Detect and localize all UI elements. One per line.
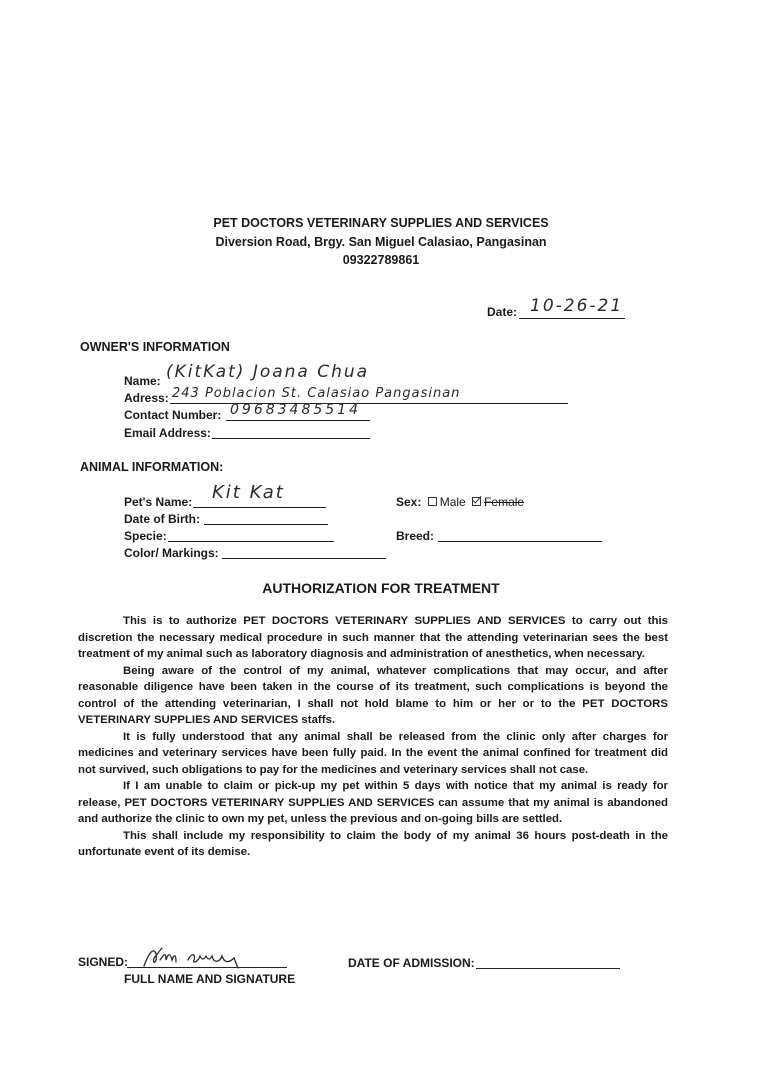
owner-name-value[interactable]: (KitKat) Joana Chua	[166, 362, 370, 382]
authorization-paragraph: If I am unable to claim or pick-up my pet within 5 days with notice that my animal is ready for release, PET DOCTORS VETERINARY SUPPLIES AND SERVICES can assume that my animal is abandoned and authorize the clinic to own my pet, unless the previous and on-going bills are settled.	[78, 780, 668, 825]
sex-field	[396, 495, 524, 509]
owner-name-label: Name:	[124, 374, 161, 388]
owner-section-title: OWNER'S INFORMATION	[80, 340, 230, 354]
contact-number-line	[226, 420, 370, 421]
date-of-birth-line[interactable]	[204, 524, 328, 525]
specie-label: Specie:	[124, 529, 167, 543]
date-line	[519, 318, 625, 319]
breed-label: Breed:	[396, 529, 435, 543]
date-value[interactable]: 10-26-21	[530, 296, 624, 316]
clinic-name: PET DOCTORS VETERINARY SUPPLIES AND SERVICES	[213, 216, 549, 230]
animal-section-title: ANIMAL INFORMATION:	[80, 460, 224, 474]
authorization-title: AUTHORIZATION FOR TREATMENT	[262, 580, 500, 596]
authorization-paragraph: This shall include my responsibility to claim the body of my animal 36 hours post-death in the unfortunate event of its demise.	[78, 829, 668, 858]
authorization-paragraph: It is fully understood that any animal shall be released from the clinic only after charges for medicines and veterinary services have been fully paid. In the event the animal confined for treatment did not survived, such obligations to pay for the medicines and veterinary services shall not case.	[78, 730, 668, 776]
full-name-signature-caption: FULL NAME AND SIGNATURE	[124, 972, 296, 986]
clinic-phone: 09322789861	[342, 253, 420, 267]
breed-line[interactable]	[438, 541, 602, 542]
color-markings-line[interactable]	[222, 558, 386, 559]
authorization-paragraph: Being aware of the control of my animal, whatever complications that may occur, and after reasonable diligence have been taken in the course of its treatment, such complications is beyond the control of the attending veterinarian, I shall not hold blame to him or her or to the PET DOCTORS VETERINARY SUPPLIES AND SERVICES staffs.	[78, 664, 668, 726]
contact-number-label: Contact Number:	[124, 408, 222, 422]
authorization-paragraph: This is to authorize PET DOCTORS VETERINARY SUPPLIES AND SERVICES to carry out this discretion the necessary medical procedure in such manner that the attending veterinarian sees the best treatment of my animal such as laboratory diagnosis and administration of anesthetics, when necessary.	[78, 615, 668, 660]
female-checkbox[interactable]	[472, 497, 481, 506]
contact-number-value[interactable]: 09683485514	[230, 402, 361, 418]
date-of-birth-label: Date of Birth:	[124, 512, 200, 526]
owner-address-label: Adress:	[124, 391, 169, 405]
pet-name-value[interactable]: Kit Kat	[212, 482, 285, 503]
handwritten-signature	[140, 944, 250, 970]
male-checkbox[interactable]	[428, 497, 437, 506]
email-address-label: Email Address:	[124, 426, 211, 440]
date-label: Date:	[487, 305, 518, 319]
clinic-address: Diversion Road, Brgy. San Miguel Calasiao, Pangasinan	[215, 235, 547, 249]
date-of-admission-line[interactable]	[476, 968, 620, 969]
pet-name-label: Pet's Name:	[124, 495, 193, 509]
color-markings-label: Color/ Markings:	[124, 546, 219, 560]
specie-line[interactable]	[168, 541, 334, 542]
male-label: Male	[439, 495, 466, 509]
email-address-line[interactable]	[212, 438, 370, 439]
owner-address-value[interactable]: 243 Poblacion St. Calasiao Pangasinan	[172, 386, 461, 401]
signed-label: SIGNED:	[78, 955, 129, 969]
authorization-body	[78, 613, 668, 861]
date-of-admission-label: DATE OF ADMISSION:	[348, 956, 475, 970]
sex-label: Sex:	[396, 495, 422, 509]
female-label: Female	[484, 495, 525, 509]
pet-name-line	[193, 507, 326, 508]
